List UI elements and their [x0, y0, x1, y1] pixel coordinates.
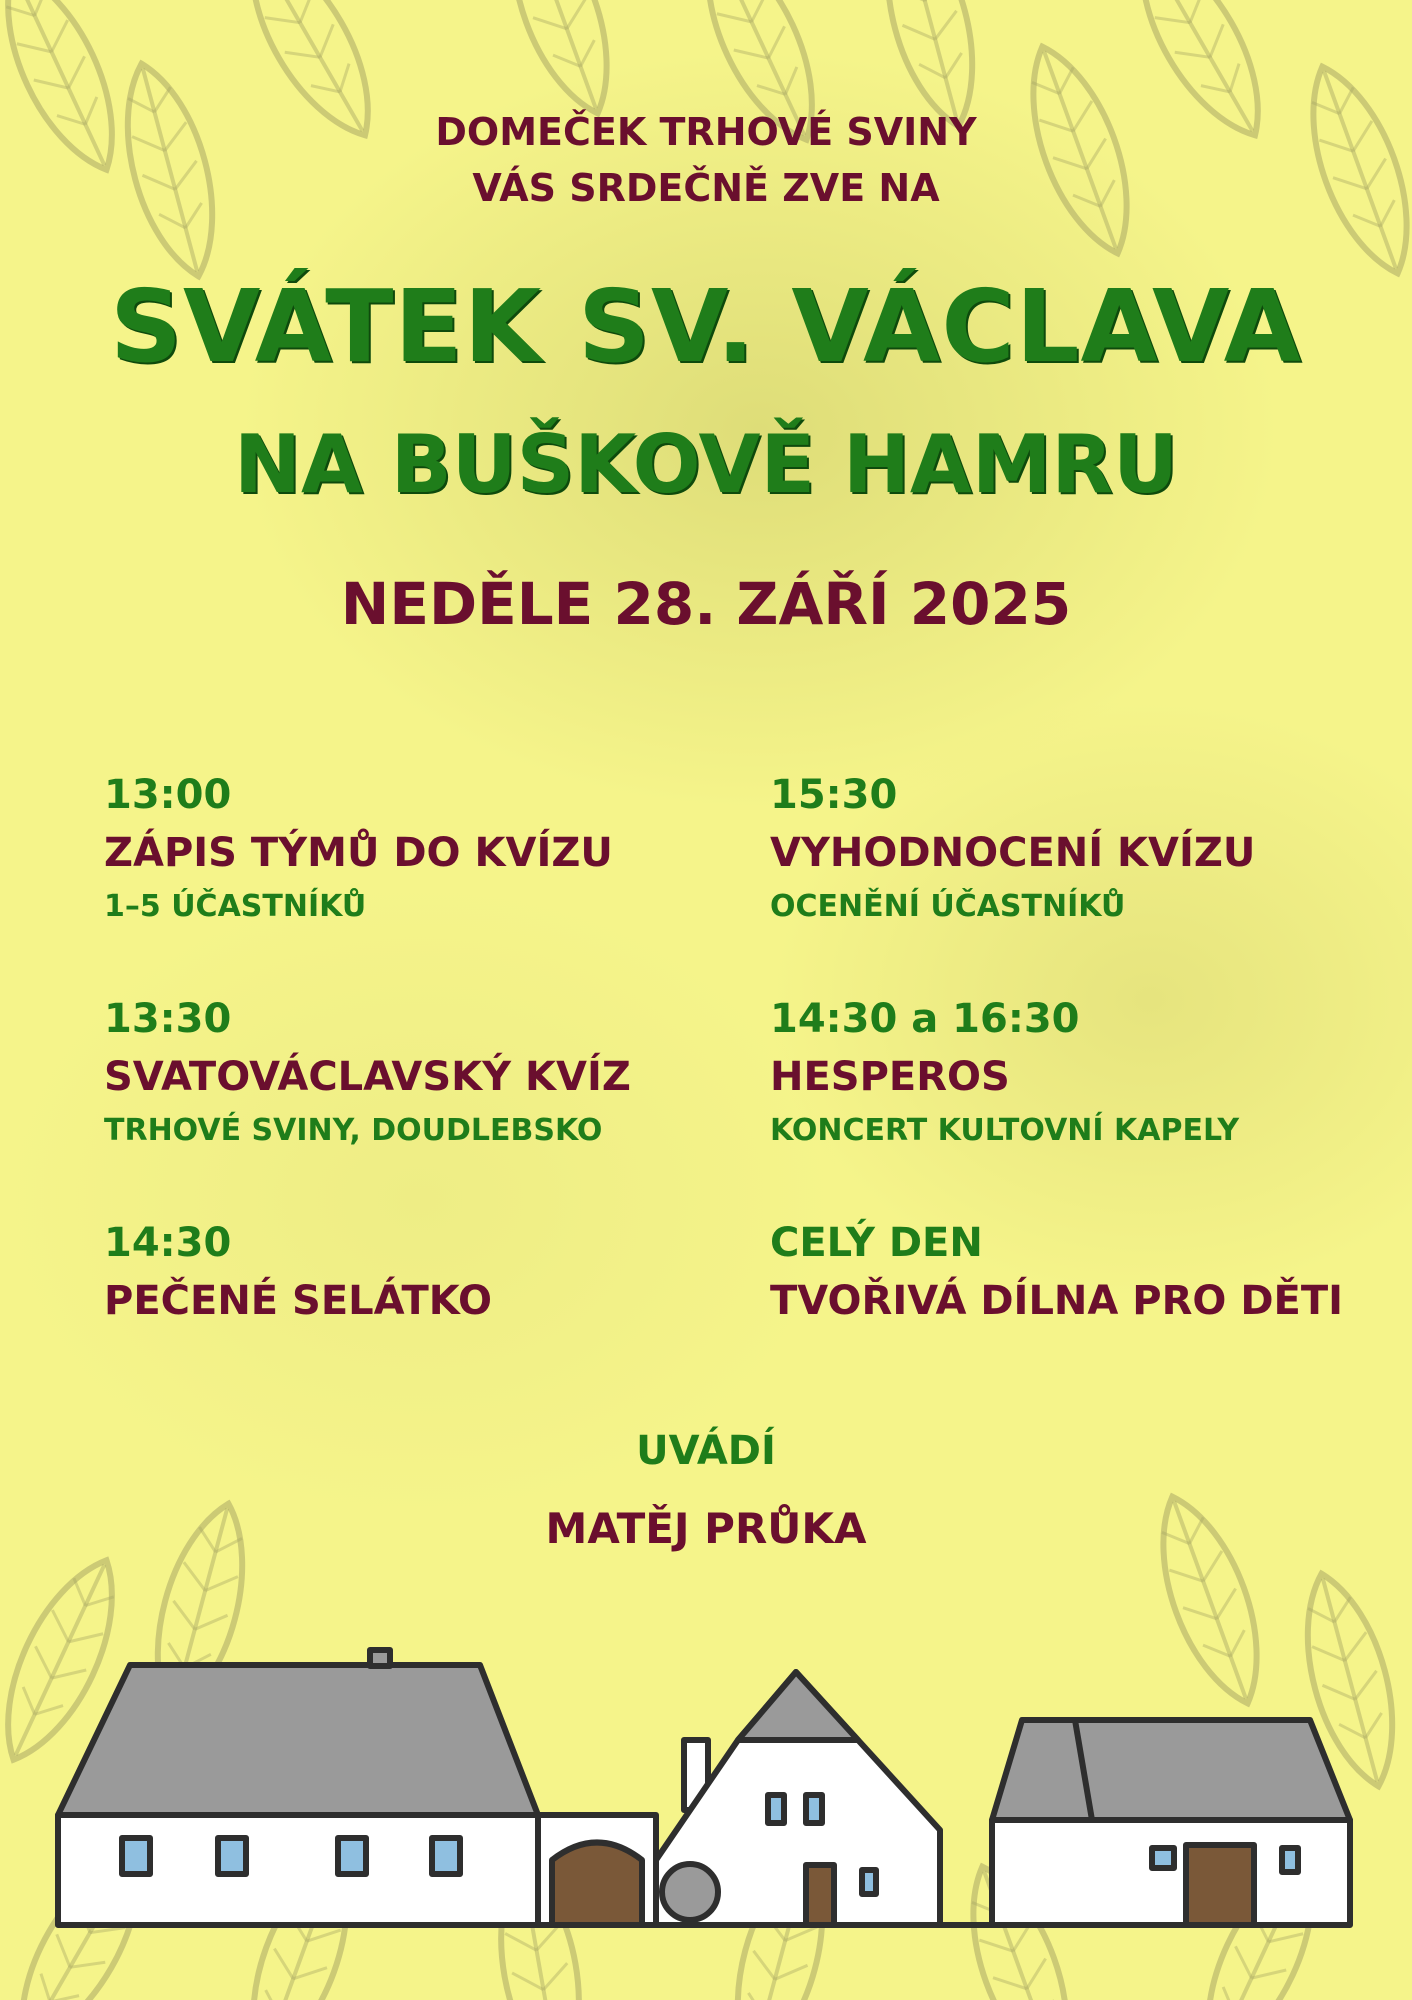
farmhouse-illustration: [0, 1620, 1412, 1940]
program-item: [104, 1214, 724, 1330]
program-note: TRHOVÉ SVINY, DOUDLEBSKO: [104, 1113, 603, 1148]
program-time: 14:30: [104, 1220, 232, 1266]
program-item: [770, 766, 1390, 932]
program-name: HESPEROS: [770, 1054, 1010, 1100]
program-time: 13:00: [104, 772, 232, 818]
program-item: [770, 990, 1390, 1156]
host-label: UVÁDÍ: [636, 1428, 776, 1474]
program-time: 14:30 a 16:30: [770, 996, 1080, 1042]
program-note: OCENĚNÍ ÚČASTNÍKŮ: [770, 889, 1126, 924]
program-name: SVATOVÁCLAVSKÝ KVÍZ: [104, 1054, 631, 1100]
program-note: 1–5 ÚČASTNÍKŮ: [104, 889, 367, 924]
program-time: 15:30: [770, 772, 898, 818]
program-name: TVOŘIVÁ DÍLNA PRO DĚTI: [770, 1278, 1344, 1324]
program-time: CELÝ DEN: [770, 1220, 983, 1266]
program-item: [104, 990, 724, 1156]
program-time: 13:30: [104, 996, 232, 1042]
program-name: ZÁPIS TÝMŮ DO KVÍZU: [104, 830, 613, 876]
host-name: MATĚJ PRŮKA: [545, 1504, 867, 1553]
program-name: PEČENÉ SELÁTKO: [104, 1278, 493, 1324]
program-item: [770, 1214, 1390, 1330]
event-title: SVÁTEK SV. VÁCLAVA: [109, 268, 1303, 385]
intro-line-2: VÁS SRDEČNĚ ZVE NA: [472, 166, 940, 210]
event-date: NEDĚLE 28. ZÁŘÍ 2025: [340, 570, 1072, 638]
event-location: NA BUŠKOVĚ HAMRU: [234, 418, 1178, 511]
program-note: KONCERT KULTOVNÍ KAPELY: [770, 1113, 1240, 1148]
program-item: [104, 766, 724, 932]
program-name: VYHODNOCENÍ KVÍZU: [770, 830, 1256, 876]
intro-line-1: DOMEČEK TRHOVÉ SVINY: [435, 110, 977, 154]
